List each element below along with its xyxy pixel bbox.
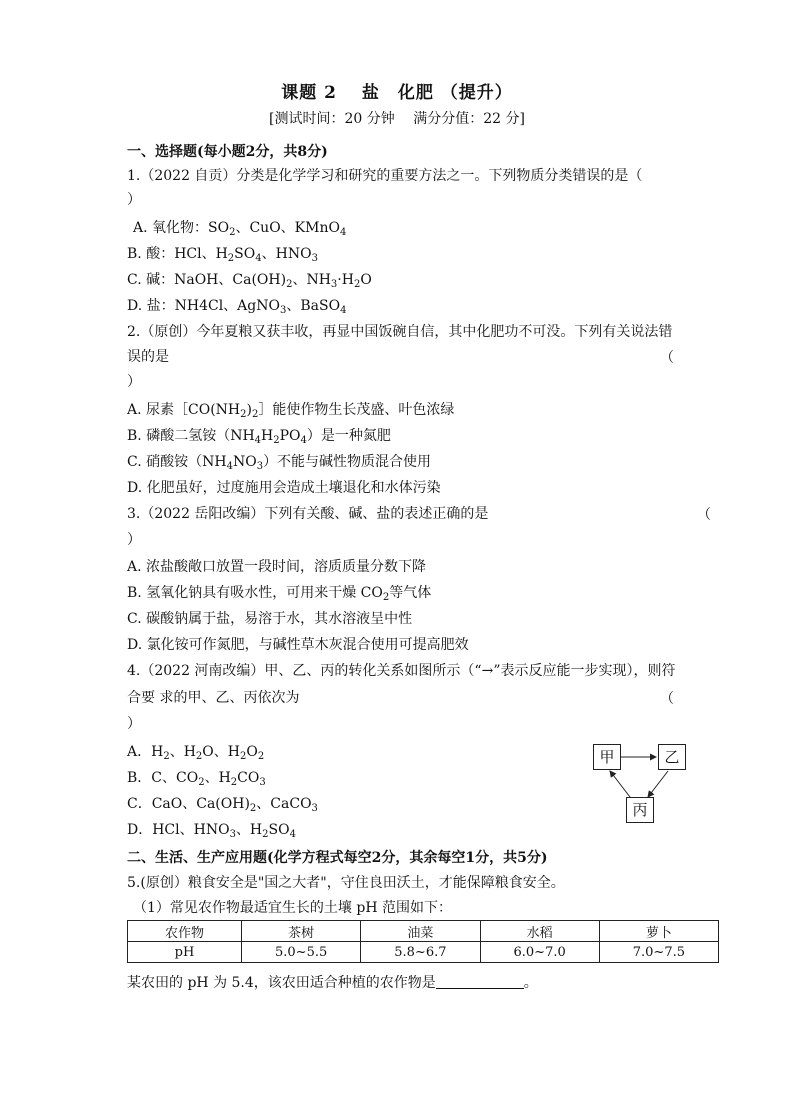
q2-answer-open: （ [660,350,674,366]
q3-option-c: C. 碳酸钠属于盐，易溶于水，其水溶液呈中性 [127,611,413,627]
q1-close: ） [127,192,141,208]
ph-table [127,920,719,963]
q4-stem-line2: 合要 求的甲、乙、丙依次为 [127,690,300,706]
table-cell: 5.8~6.7 [361,942,480,963]
table-header-cell: 油菜 [361,921,480,942]
table-header-cell: 萝卜 [599,921,718,942]
q3-option-d: D. 氯化铵可作氮肥，与碱性草木灰混合使用可提高肥效 [127,637,469,653]
q4-option-b: B．C、$CO_2$、$H_2CO_3$ [127,770,266,788]
table-row [128,942,719,963]
conversion-diagram [592,741,692,826]
q2-option-d: D. 化肥虽好，过度施用会造成土壤退化和水体污染 [127,480,441,496]
table-row [128,921,719,942]
table-header-cell: 茶树 [242,921,361,942]
table-cell: 7.0~7.5 [599,942,718,963]
q3-close: ） [127,532,141,548]
table-cell: 5.0~5.5 [242,942,361,963]
arrow-bing-to-jia [610,771,630,797]
q3-option-b: B. 氢氧化钠具有吸水性，可用来干燥 $CO_2$等气体 [127,585,432,603]
table-cell: 6.0~7.0 [480,942,599,963]
arrow-yi-to-bing [648,771,668,797]
q1-option-a: A. 氧化物：$SO_2$、CuO、KMnO$_4$ [133,220,347,238]
table-header-cell: 农作物 [128,921,242,942]
q3-stem: 3.（2022 岳阳改编）下列有关酸、碱、盐的表述正确的是 [127,506,489,522]
q2-stem-line2: 误的是 [127,349,169,365]
node-yi: 乙 [658,744,686,770]
table-cell: pH [128,942,242,963]
test-meta: [测试时间：20 分钟 满分分值：22 分] [269,111,525,127]
q1-option-d: D. 盐：NH4Cl、AgNO$_3$、BaSO$_4$ [127,298,347,316]
q2-option-b: B. 磷酸二氢铵$(NH_4H_2PO_4)$是一种氮肥 [127,428,391,446]
q1-option-c: C. 碱：NaOH、$Ca(OH)_2$、$NH_3\cdot H_2O$ [127,272,372,290]
q4-close: ） [127,716,141,732]
q2-option-c: C. 硝酸铵$(NH_4NO_3)$不能与碱性物质混合使用 [127,454,432,472]
q4-option-d: D．HCl、$HNO_3$、$H_2SO_4$ [127,822,296,840]
page-title: 课题 2 盐 化肥 （提升） [281,83,513,103]
q1-option-b: B. 酸：HCl、$H_2SO_4$、$HNO_3$ [127,246,318,264]
q5-stem: 5.(原创）粮食安全是"国之大者"，守住良田沃土，才能保障粮食安全。 [127,875,565,891]
answer-blank[interactable] [436,974,524,989]
q4-option-c: C．CaO、$Ca(OH)_2$、CaCO$_3$ [127,796,318,814]
q5-sub1: （1）常见农作物最适宜生长的土壤 pH 范围如下： [133,900,452,916]
q3-answer-open: （ [697,507,711,523]
node-jia: 甲 [593,744,621,770]
q4-answer-open: （ [660,691,674,707]
node-bing: 丙 [626,797,654,823]
q1-stem: 1.（2022 自贡）分类是化学学习和研究的重要方法之一。下列物质分类错误的是（ [127,168,643,184]
q2-option-a: A. 尿素$[CO(NH_2)_2]$能使作物生长茂盛、叶色浓绿 [127,402,455,420]
q2-stem-line1: 2.（原创）今年夏粮又获丰收，再显中国饭碗自信，其中化肥功不可没。下列有关说法错 [127,324,673,340]
section2-heading: 二、生活、生产应用题(化学方程式每空2分，其余每空1分，共5分) [127,850,548,866]
q5-question: 某农田的 pH 为 5.4，该农田适合种植的农作物是 。 [127,975,538,991]
section1-heading: 一、选择题(每小题2分，共8分) [127,144,328,160]
q4-option-a: A．$H_2$、$H_2O$、$H_2O_2$ [127,744,265,762]
table-header-cell: 水稻 [480,921,599,942]
q4-stem-line1: 4.（2022 河南改编）甲、乙、丙的转化关系如图所示（“→”表示反应能一步实现），则符 [127,663,676,679]
q3-option-a: A. 浓盐酸敞口放置一段时间，溶质质量分数下降 [127,559,427,575]
q2-close: ） [127,374,141,390]
